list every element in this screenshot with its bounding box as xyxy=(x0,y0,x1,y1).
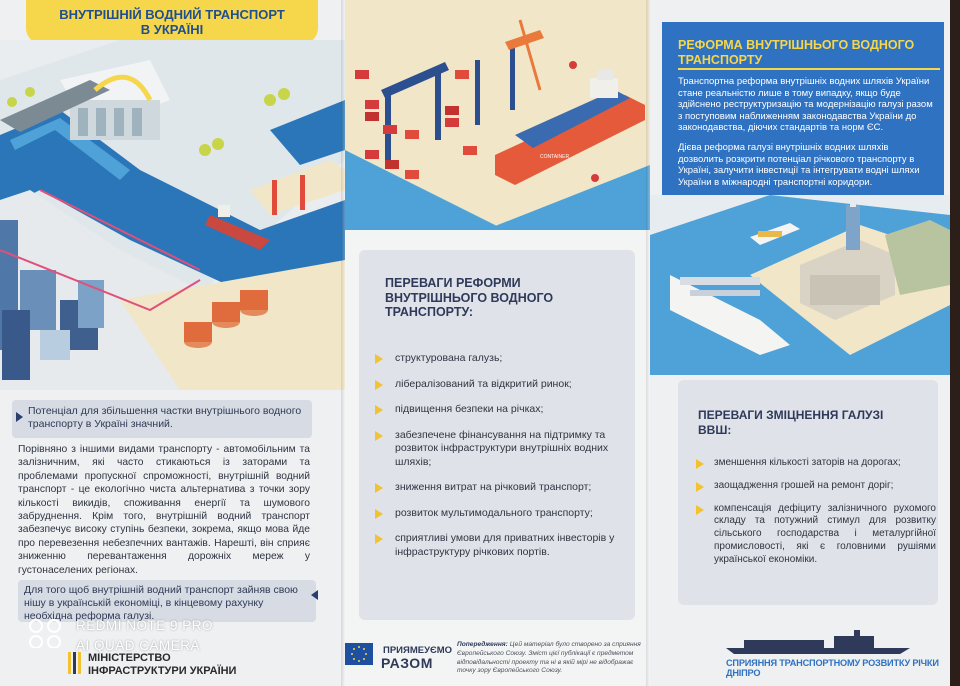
list-item-text: заощадження грошей на ремонт доріг; xyxy=(714,479,894,491)
list-item-text: зниження витрат на річковий транспорт; xyxy=(395,481,592,493)
list-item xyxy=(696,503,936,567)
reform-paragraph-1: Транспортна реформа внутрішніх водних шляхів України стане реальністю лише в тому випадку, якщо буде здійснено реструктуризацію та модернізацію галузі разом з поступовим наближенням законодавства України до законодавства, діючих стандартів та норм ЄС. xyxy=(678,76,933,134)
list-item xyxy=(373,481,633,495)
passenger-port-illustration xyxy=(650,195,950,375)
camera-dots-icon xyxy=(28,618,64,648)
bullet-arrow-icon xyxy=(375,509,383,519)
bullet-arrow-icon xyxy=(375,380,383,390)
bullet-arrow-icon xyxy=(375,405,383,415)
list-item xyxy=(373,403,633,417)
list-item-text: структурована галузь; xyxy=(395,352,503,364)
callout-arrow-icon xyxy=(311,590,318,600)
bullet-arrow-icon xyxy=(375,354,383,364)
list-item xyxy=(373,352,633,366)
list-item xyxy=(373,378,633,392)
razom-logo-text: РАЗОМ xyxy=(381,655,433,671)
dnipro-project-label: СПРИЯННЯ ТРАНСПОРТНОМУ РОЗВИТКУ РІЧКИ ДНІПРО xyxy=(726,658,939,678)
list-item xyxy=(373,507,633,521)
ministry-line-2: ІНФРАСТРУКТУРИ УКРАЇНИ xyxy=(88,665,237,677)
eu-flag-icon xyxy=(345,643,373,665)
list-item xyxy=(373,532,633,559)
eu-disclaimer xyxy=(457,641,645,676)
list-item-text: підвищення безпеки на річках; xyxy=(395,403,544,415)
strength-advantages-title: ПЕРЕВАГИ ЗМІЦНЕННЯ ГАЛУЗІ ВВШ: xyxy=(698,408,884,437)
brochure-panel-right xyxy=(650,0,950,686)
brochure-panel-left xyxy=(0,0,345,686)
list-item xyxy=(373,429,633,470)
strength-advantages-list xyxy=(696,457,936,577)
ship-label: CONTAINER xyxy=(540,154,570,160)
list-item-text: лібералізований та відкритий ринок; xyxy=(395,377,572,390)
list-item xyxy=(696,480,936,493)
title-line-1: ВНУТРІШНІЙ ВОДНИЙ ТРАНСПОРТ xyxy=(59,7,285,22)
callout-arrow-icon xyxy=(16,412,23,422)
bullet-arrow-icon xyxy=(696,505,704,515)
bullet-arrow-icon xyxy=(375,483,383,493)
title-underline xyxy=(678,68,940,70)
bullet-arrow-icon xyxy=(375,431,383,441)
reform-paragraph-2: Дієва реформа галузі внутрішніх водних шляхів дозволить розкрити потенціал річкового транспорту в Україні, залучити інвестиції та інтегрувати водні шляхи України в міжнародні транспортні коридори. xyxy=(678,142,920,188)
watermark-line-1: REDMI NOTE 9 PRO xyxy=(76,618,214,633)
reform-advantages-list xyxy=(373,352,633,571)
title-line-2: В УКРАЇНІ xyxy=(140,22,204,37)
river-dam-illustration xyxy=(0,40,345,390)
razom-small-text: ПРИЯМЕУЄМО xyxy=(383,645,453,656)
comparison-paragraph: Порівняно з іншими видами транспорту - автомобільним та залізничним, які часто стикаються із заторами та проблемами пропускної спроможності, внутрішній водний транспорт - це екологічно чиста альтернатива з точки зору кількості викидів, споживання енергії та шумового забруднення. Крім того, внутрішній водний транспорт забезпечує високу ступінь безпеки, зокрема, якщо мова йде про перевезення небезпечних вантажів. Нарешті, він сприяє зниженню перевантаження дорожніх мереж у густонаселених регіонах. xyxy=(18,444,310,576)
port-terminal-illustration xyxy=(345,0,650,230)
ministry-line-1: МІНІСТЕРСТВО xyxy=(88,652,171,664)
bullet-arrow-icon xyxy=(375,534,383,544)
title-banner xyxy=(26,0,318,44)
reform-need-text: Для того щоб внутрішній водний транспорт зайняв свою нішу в українській економіці, в кінцевому рахунку необхідна реформа галузі. xyxy=(24,584,298,622)
reform-advantages-title: ПЕРЕВАГИ РЕФОРМИ ВНУТРІШНЬОГО ВОДНОГО ТРАНСПОРТУ: xyxy=(385,276,554,319)
list-item-text: забезпечене фінансування на підтримку та розвиток інфраструктури внутрішніх водних шляхів; xyxy=(395,428,609,468)
watermark-line-2: AI QUAD CAMERA xyxy=(76,638,201,653)
reform-title: РЕФОРМА ВНУТРІШНЬОГО ВОДНОГО ТРАНСПОРТУ xyxy=(678,38,915,67)
list-item-text: компенсація дефіциту залізничного рухомого складу та потужний стимул для розвитку сільського господарства і металургійної промисловості, які є головними рушіями української економіки. xyxy=(714,502,936,565)
bullet-arrow-icon xyxy=(696,459,704,469)
list-item-text: сприятливі умови для приватних інвесторів у інфраструктуру річкових портів. xyxy=(395,532,615,558)
brochure-panel-middle xyxy=(345,0,650,686)
potential-callout xyxy=(12,400,312,438)
list-item-text: зменшення кількості заторів на дорогах; xyxy=(714,457,901,468)
dnipro-ship-logo xyxy=(724,630,912,656)
bullet-arrow-icon xyxy=(696,482,704,492)
list-item-text: розвиток мультимодального транспорту; xyxy=(395,506,593,519)
disclaimer-text: Цей матеріал було створено за сприяння Європейського Союзу. Зміст цієї публікації є предметом відповідальності проекту та ні в якій мірі не відображає точку зору Європейського Союзу. xyxy=(457,641,641,675)
potential-text: Потенціал для збільшення частки внутрішнього водного транспорту в Україні значний. xyxy=(28,405,302,430)
list-item xyxy=(696,457,936,470)
disclaimer-label: Попередження: xyxy=(457,641,508,648)
camera-watermark xyxy=(28,616,258,660)
